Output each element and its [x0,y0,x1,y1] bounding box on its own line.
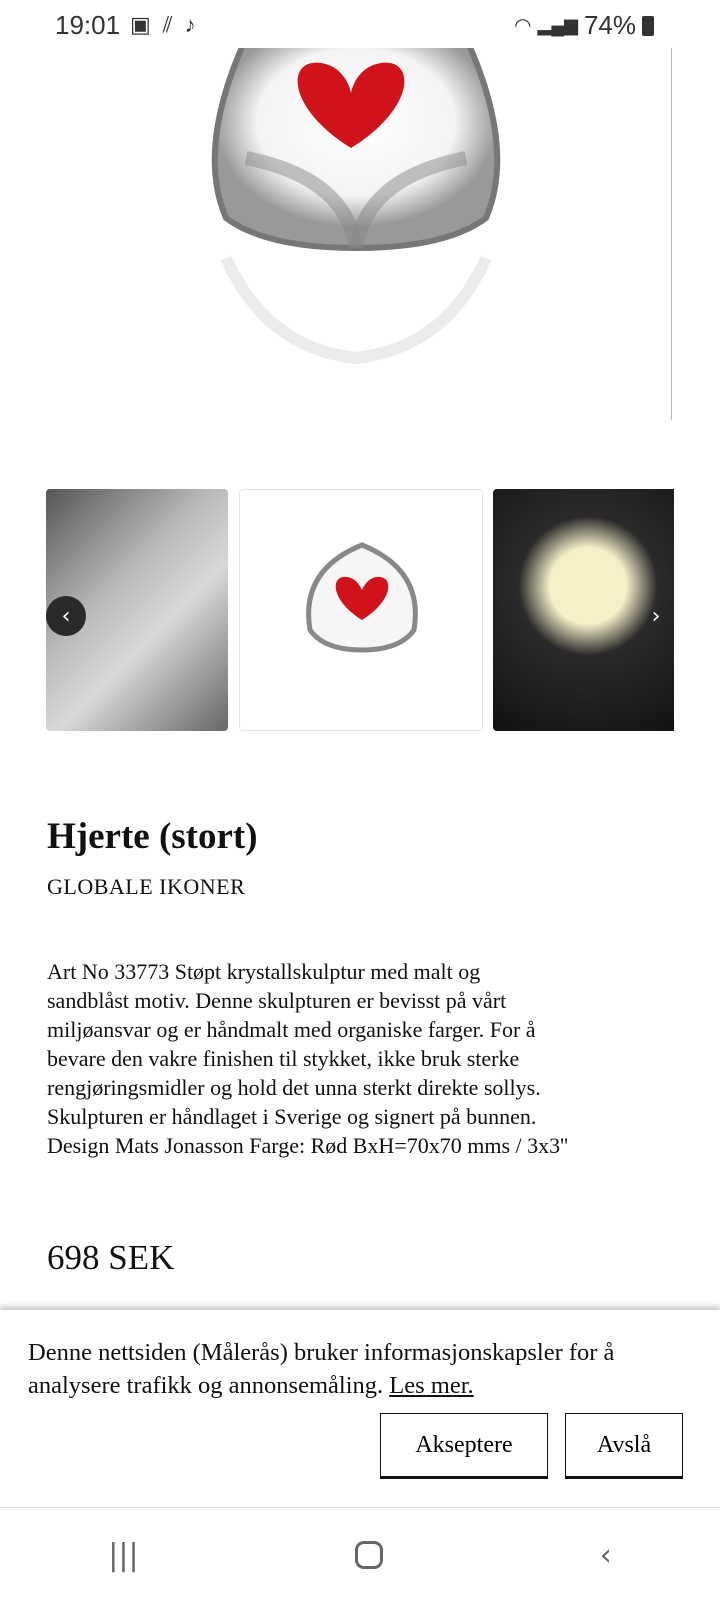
clock: 19:01 [55,10,121,40]
description-line: Art No 33773 Støpt krystallskulptur med malt og [47,959,481,984]
home-icon[interactable] [355,1541,383,1569]
back-icon[interactable]: ‹ [599,1537,612,1573]
product-title: Hjerte (stort) [47,816,258,857]
product-description [47,957,568,1160]
system-nav-bar [0,1510,720,1600]
cookie-text: Denne nettsiden (Målerås) bruker informasjonskapsler for å analysere trafikk og annonsemåling. [28,1339,615,1399]
divider [671,48,672,420]
weather-icon: ⫽ [162,12,173,37]
chevron-right-icon: › [651,603,661,629]
description-line: rengjøringsmidler og hold det unna sterkt direkte sollys. [47,1075,541,1100]
description-line: sandblåst motiv. Denne skulpturen er bevisst på vårt [47,988,507,1013]
description-line: Skulpturen er håndlaget i Sverige og signert på bunnen. [47,1104,537,1129]
battery-icon [642,16,654,36]
carousel-prev-button[interactable] [46,596,86,636]
status-bar [0,0,720,48]
signal-icon: ▂▄▆ [537,15,578,35]
recent-apps-icon[interactable]: ||| [108,1537,139,1573]
description-line: miljøansvar og er håndmalt med organiske farger. For å [47,1017,536,1042]
carousel-next-button[interactable] [636,596,676,636]
thumbnail-heart-selected[interactable] [239,489,483,731]
battery-level: 74% [583,10,636,40]
wifi-icon: ◠ [514,15,532,37]
gallery-icon: ▣ [130,12,151,37]
chevron-left-icon: ‹ [61,603,71,629]
music-note-icon: ♪ [184,12,196,37]
description-line: Design Mats Jonasson Farge: Rød BxH=70x70 mms / 3x3'' [47,1133,569,1158]
description-line: bevare den vakre finishen til stykket, ikke bruk sterke [47,1046,520,1071]
product-main-image[interactable] [46,48,672,420]
cookie-banner [0,1310,720,1508]
accept-button[interactable]: Akseptere [380,1413,548,1479]
thumbnail-carousel [46,489,674,731]
product-collection: GLOBALE IKONER [47,874,246,899]
reject-button[interactable]: Avslå [565,1413,683,1479]
read-more-link[interactable]: Les mer. [389,1372,474,1399]
product-price: 698 SEK [47,1238,175,1277]
